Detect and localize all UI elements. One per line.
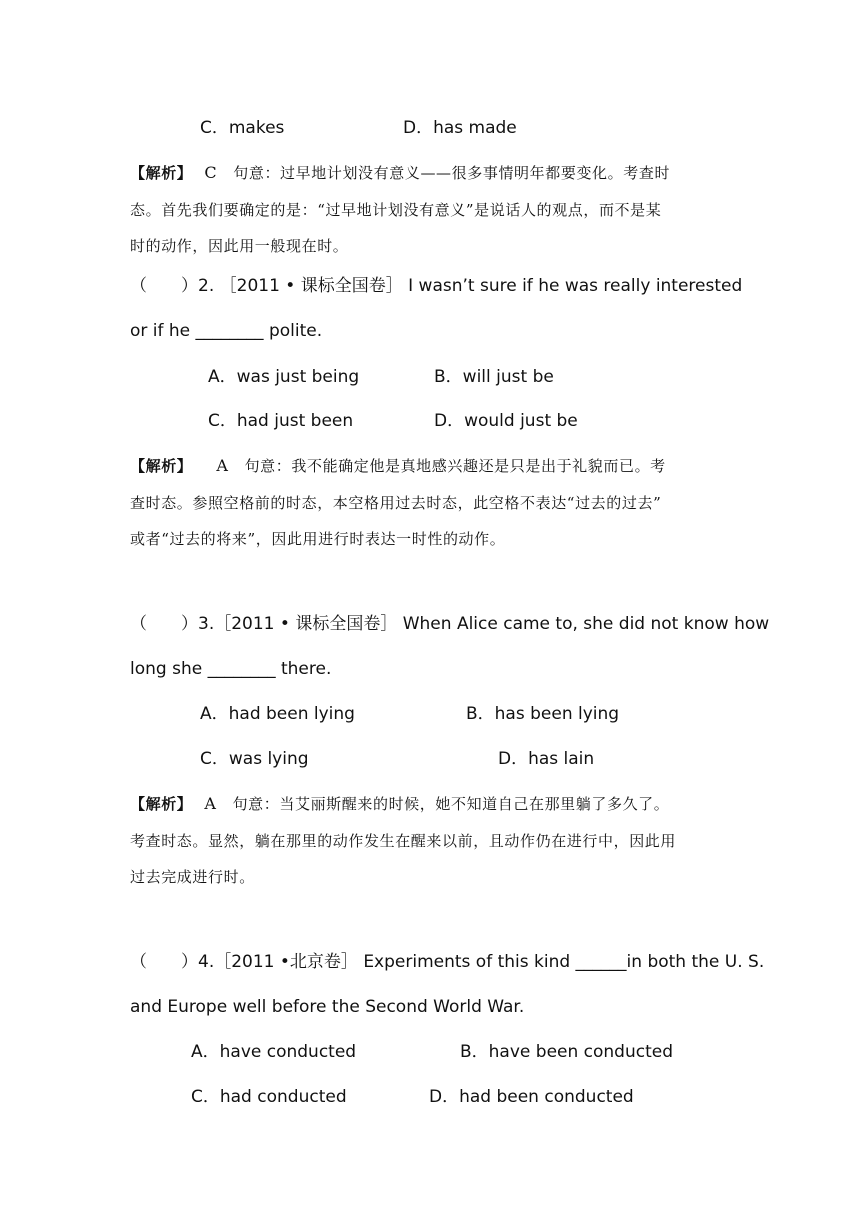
analysis-answer: A xyxy=(204,794,217,813)
q2-option-d: D．would just be xyxy=(434,411,578,431)
analysis-text: 句意：过早地计划没有意义——很多事情明年都要变化。考查时 xyxy=(233,164,671,182)
q1-analysis-line-3: 时的动作，因此用一般现在时。 xyxy=(130,237,349,255)
q4-stem-line-2: and Europe well before the Second World War. xyxy=(130,997,525,1017)
analysis-tag: 【解析】 xyxy=(130,164,193,182)
q3-analysis-line-1 xyxy=(130,793,669,815)
q2-stem-line-1: （ ）2. ［2011 • 课标全国卷］ I wasn’t sure if he was really interested xyxy=(130,276,743,296)
q1-analysis-line-1 xyxy=(130,162,670,184)
analysis-text: 句意：当艾丽斯醒来的时候，她不知道自己在那里躺了多久了。 xyxy=(232,795,670,813)
analysis-tag: 【解析】 xyxy=(130,457,193,475)
q4-stem-line-1: （ ）4.［2011 •北京卷］ Experiments of this kind ______in both the U. S. xyxy=(130,952,765,972)
q4-option-c: C．had conducted xyxy=(191,1087,347,1107)
analysis-answer: C xyxy=(204,163,218,182)
q2-option-b: B．will just be xyxy=(434,367,554,387)
q1-option-c: C．makes xyxy=(200,118,285,138)
q2-analysis-line-2: 查时态。参照空格前的时态，本空格用过去时态，此空格不表达“过去的过去” xyxy=(130,494,662,512)
q4-option-b: B．have been conducted xyxy=(460,1042,674,1062)
q1-analysis-line-2: 态。首先我们要确定的是：“过早地计划没有意义”是说话人的观点，而不是某 xyxy=(130,201,662,219)
q2-option-c: C．had just been xyxy=(208,411,354,431)
q2-analysis-line-1 xyxy=(130,455,666,477)
q3-stem-line-2: long she ________ there. xyxy=(130,659,332,679)
q2-stem-line-2: or if he ________ polite. xyxy=(130,321,323,341)
q1-option-d: D．has made xyxy=(403,118,517,138)
q3-option-d: D．has lain xyxy=(498,749,595,769)
q4-option-a: A．have conducted xyxy=(191,1042,357,1062)
analysis-text: 句意：我不能确定他是真地感兴趣还是只是出于礼貌而已。考 xyxy=(244,457,666,475)
q2-analysis-line-3: 或者“过去的将来”，因此用进行时表达一时性的动作。 xyxy=(130,530,506,548)
q3-option-c: C．was lying xyxy=(200,749,309,769)
q3-option-a: A．had been lying xyxy=(200,704,355,724)
analysis-answer: A xyxy=(216,456,229,475)
q3-analysis-line-2: 考查时态。显然，躺在那里的动作发生在醒来以前，且动作仍在进行中，因此用 xyxy=(130,832,677,850)
q3-stem-line-1: （ ）3.［2011 • 课标全国卷］ When Alice came to, she did not know how xyxy=(130,614,770,634)
q2-option-a: A．was just being xyxy=(208,367,360,387)
analysis-tag: 【解析】 xyxy=(130,795,193,813)
q3-analysis-line-3: 过去完成进行时。 xyxy=(130,868,255,886)
q3-option-b: B．has been lying xyxy=(466,704,620,724)
q4-option-d: D．had been conducted xyxy=(429,1087,634,1107)
